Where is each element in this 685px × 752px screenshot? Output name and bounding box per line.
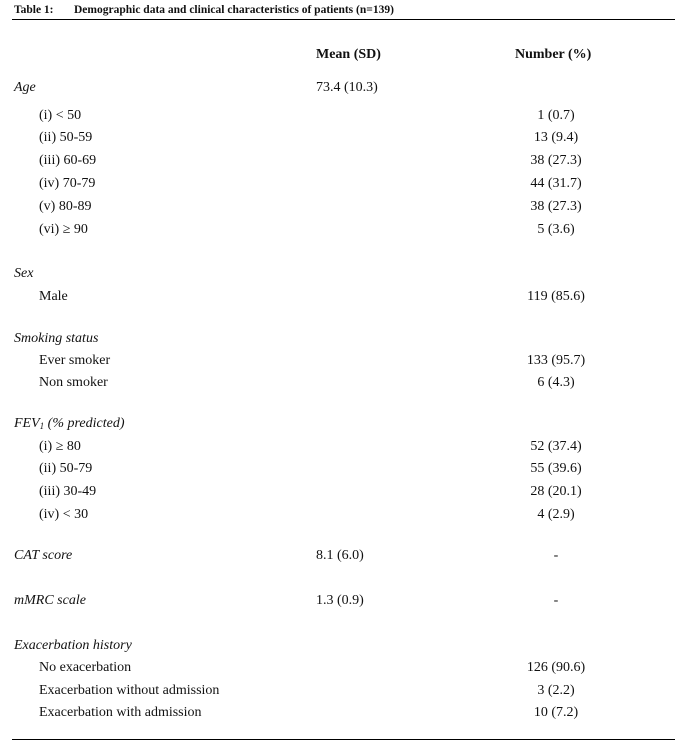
table-row — [0, 461, 685, 481]
table-row — [0, 289, 685, 309]
table-row — [0, 484, 685, 504]
number-cell: 38 (27.3) — [530, 153, 582, 168]
row-label: Exacerbation with admission — [39, 705, 202, 720]
section-label: Smoking status — [14, 331, 99, 346]
section-row — [0, 593, 685, 613]
number-cell: 4 (2.9) — [537, 507, 575, 522]
table-row — [0, 705, 685, 725]
number-cell: - — [553, 593, 559, 608]
table-title: Demographic data and clinical characteristics of patients (n=139) — [74, 4, 394, 16]
row-label: (i) ≥ 80 — [39, 439, 81, 454]
row-label: (vi) ≥ 90 — [39, 222, 88, 237]
number-cell: 6 (4.3) — [537, 375, 575, 390]
bottom-rule — [12, 739, 675, 740]
row-label: (iii) 60-69 — [39, 153, 97, 168]
row-label: Male — [39, 289, 68, 304]
row-label: (iii) 30-49 — [39, 484, 97, 499]
number-cell: 133 (95.7) — [526, 353, 586, 368]
table-row — [0, 353, 685, 373]
number-cell: 44 (31.7) — [530, 176, 582, 191]
number-cell: 55 (39.6) — [530, 461, 582, 476]
row-label: Ever smoker — [39, 353, 111, 368]
table-row — [0, 660, 685, 680]
row-label: No exacerbation — [39, 660, 132, 675]
number-cell: - — [553, 548, 559, 563]
section-row — [0, 331, 685, 351]
section-row — [0, 80, 685, 100]
number-cell: 28 (20.1) — [530, 484, 582, 499]
header-mean: Mean (SD) — [316, 47, 381, 62]
row-label: (iv) < 30 — [39, 507, 89, 522]
table-row — [0, 375, 685, 395]
number-cell: 1 (0.7) — [537, 108, 575, 123]
section-label: mMRC scale — [14, 593, 86, 608]
table-caption — [14, 4, 394, 16]
row-label: (v) 80-89 — [39, 199, 92, 214]
mean-cell: 8.1 (6.0) — [316, 548, 364, 563]
row-label: (iv) 70-79 — [39, 176, 96, 191]
section-label: Exacerbation history — [14, 638, 132, 653]
number-cell: 38 (27.3) — [530, 199, 582, 214]
number-cell: 3 (2.2) — [537, 683, 575, 698]
table-row — [0, 176, 685, 196]
row-label: (ii) 50-79 — [39, 461, 93, 476]
table-row — [0, 222, 685, 242]
table-row — [0, 683, 685, 703]
table-row — [0, 199, 685, 219]
mean-cell: 1.3 (0.9) — [316, 593, 364, 608]
number-cell: 52 (37.4) — [530, 439, 582, 454]
number-cell: 10 (7.2) — [533, 705, 579, 720]
section-row — [0, 266, 685, 286]
table-row — [0, 130, 685, 150]
row-label: Non smoker — [39, 375, 108, 390]
header-number: Number (%) — [515, 47, 592, 62]
section-row — [0, 548, 685, 568]
section-row — [0, 638, 685, 658]
section-label: $FEV_1$ (% predicted) — [14, 416, 125, 431]
mean-cell: 73.4 (10.3) — [316, 80, 378, 95]
section-label: Age — [14, 80, 36, 95]
row-label: (i) < 50 — [39, 108, 82, 123]
number-cell: 5 (3.6) — [537, 222, 575, 237]
row-label: Exacerbation without admission — [39, 683, 220, 698]
number-cell: 126 (90.6) — [526, 660, 586, 675]
row-label: (ii) 50-59 — [39, 130, 93, 145]
table-label: Table 1: — [14, 4, 54, 16]
top-rule — [12, 19, 675, 20]
number-cell: 13 (9.4) — [533, 130, 579, 145]
section-label: CAT score — [14, 548, 73, 563]
table-row — [0, 108, 685, 128]
number-cell: 119 (85.6) — [527, 289, 585, 304]
table-row — [0, 153, 685, 173]
table-row — [0, 439, 685, 459]
section-label: Sex — [14, 266, 34, 281]
table-row — [0, 507, 685, 527]
section-row — [0, 416, 685, 436]
